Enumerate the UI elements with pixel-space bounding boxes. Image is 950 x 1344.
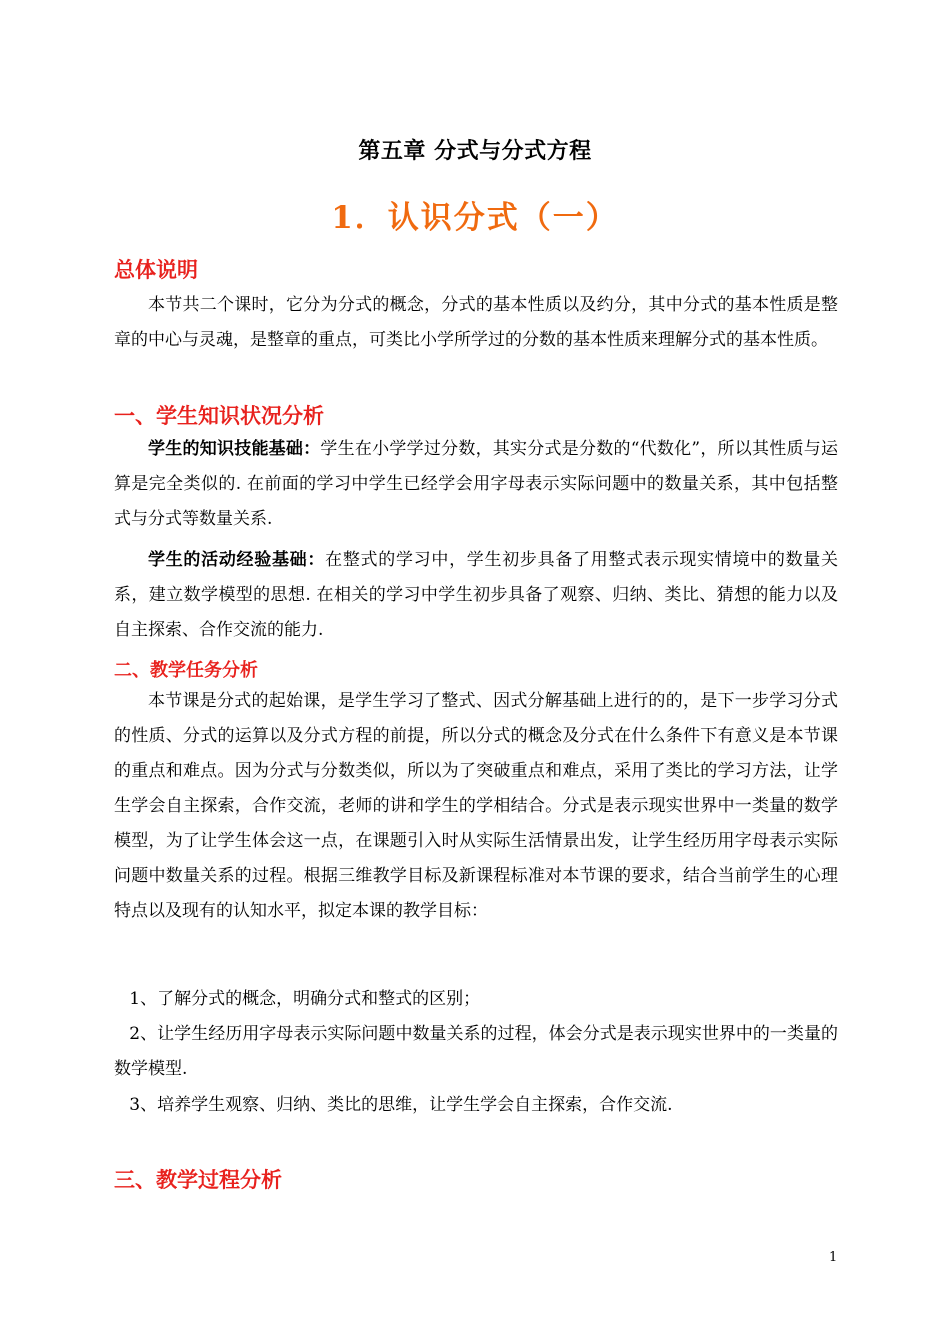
section1-paragraph-activity-text: 在整式的学习中，学生初步具备了用整式表示现实情境中的数量关系，建立数学模型的思想. 在相关的学习中学生初步具备了观察、归纳、类比、猜想的能力以及自主探索、合作交流的能力.: [114, 550, 839, 640]
lesson-title: 1．认识分式（一）: [331, 200, 619, 236]
section1-paragraph-activity-lead: 学生的活动经验基础：: [148, 550, 326, 570]
page-number: 1: [829, 1250, 838, 1265]
section3-heading: 三、教学过程分析: [114, 1167, 282, 1192]
section1-heading: 一、学生知识状况分析: [114, 403, 324, 428]
goal-item-2: 2、让学生经历用字母表示实际问题中数量关系的过程，体会分式是表示现实世界中的一类量的数学模型.: [114, 1024, 838, 1079]
section1-paragraph-knowledge-text: 学生在小学学过分数，其实分式是分数的“代数化”，所以其性质与运算是完全类似的. 在前面的学习中学生已经学会用字母表示实际问题中的数量关系，其中包括整式与分式等数量关系.: [114, 439, 838, 529]
goal-item-3: 3、培养学生观察、归纳、类比的思维，让学生学会自主探索，合作交流.: [129, 1095, 673, 1115]
overview-heading: 总体说明: [114, 257, 198, 282]
chapter-title: 第五章 分式与分式方程: [358, 138, 592, 164]
goal-item-1: 1、了解分式的概念，明确分式和整式的区别；: [129, 989, 481, 1009]
section1-paragraph-knowledge: [114, 432, 838, 537]
section2-paragraph: 本节课是分式的起始课，是学生学习了整式、因式分解基础上进行的的，是下一步学习分式的性质、分式的运算以及分式方程的前提，所以分式的概念及分式在什么条件下有意义是本节课的重点和难点。因为分式与分数类似，所以为了突破重点和难点，采用了类比的学习方法，让学生学会自主探索，合作交流，老师的讲和学生的学相结合。分式是表示现实世界中一类量的数学模型，为了让学生体会这一点，在课题引入时从实际生活情景出发，让学生经历用字母表示实际问题中数量关系的过程。根据三维教学目标及新课程标准对本节课的要求，结合当前学生的心理特点以及现有的认知水平，拟定本课的教学目标：: [114, 691, 838, 921]
section1-paragraph-activity: [114, 543, 838, 648]
section2-heading: 二、教学任务分析: [114, 660, 258, 681]
overview-paragraph: 本节共二个课时，它分为分式的概念，分式的基本性质以及约分，其中分式的基本性质是整章的中心与灵魂，是整章的重点，可类比小学所学过的分数的基本性质来理解分式的基本性质。: [114, 295, 838, 350]
section1-paragraph-knowledge-lead: 学生的知识技能基础：: [148, 439, 321, 459]
